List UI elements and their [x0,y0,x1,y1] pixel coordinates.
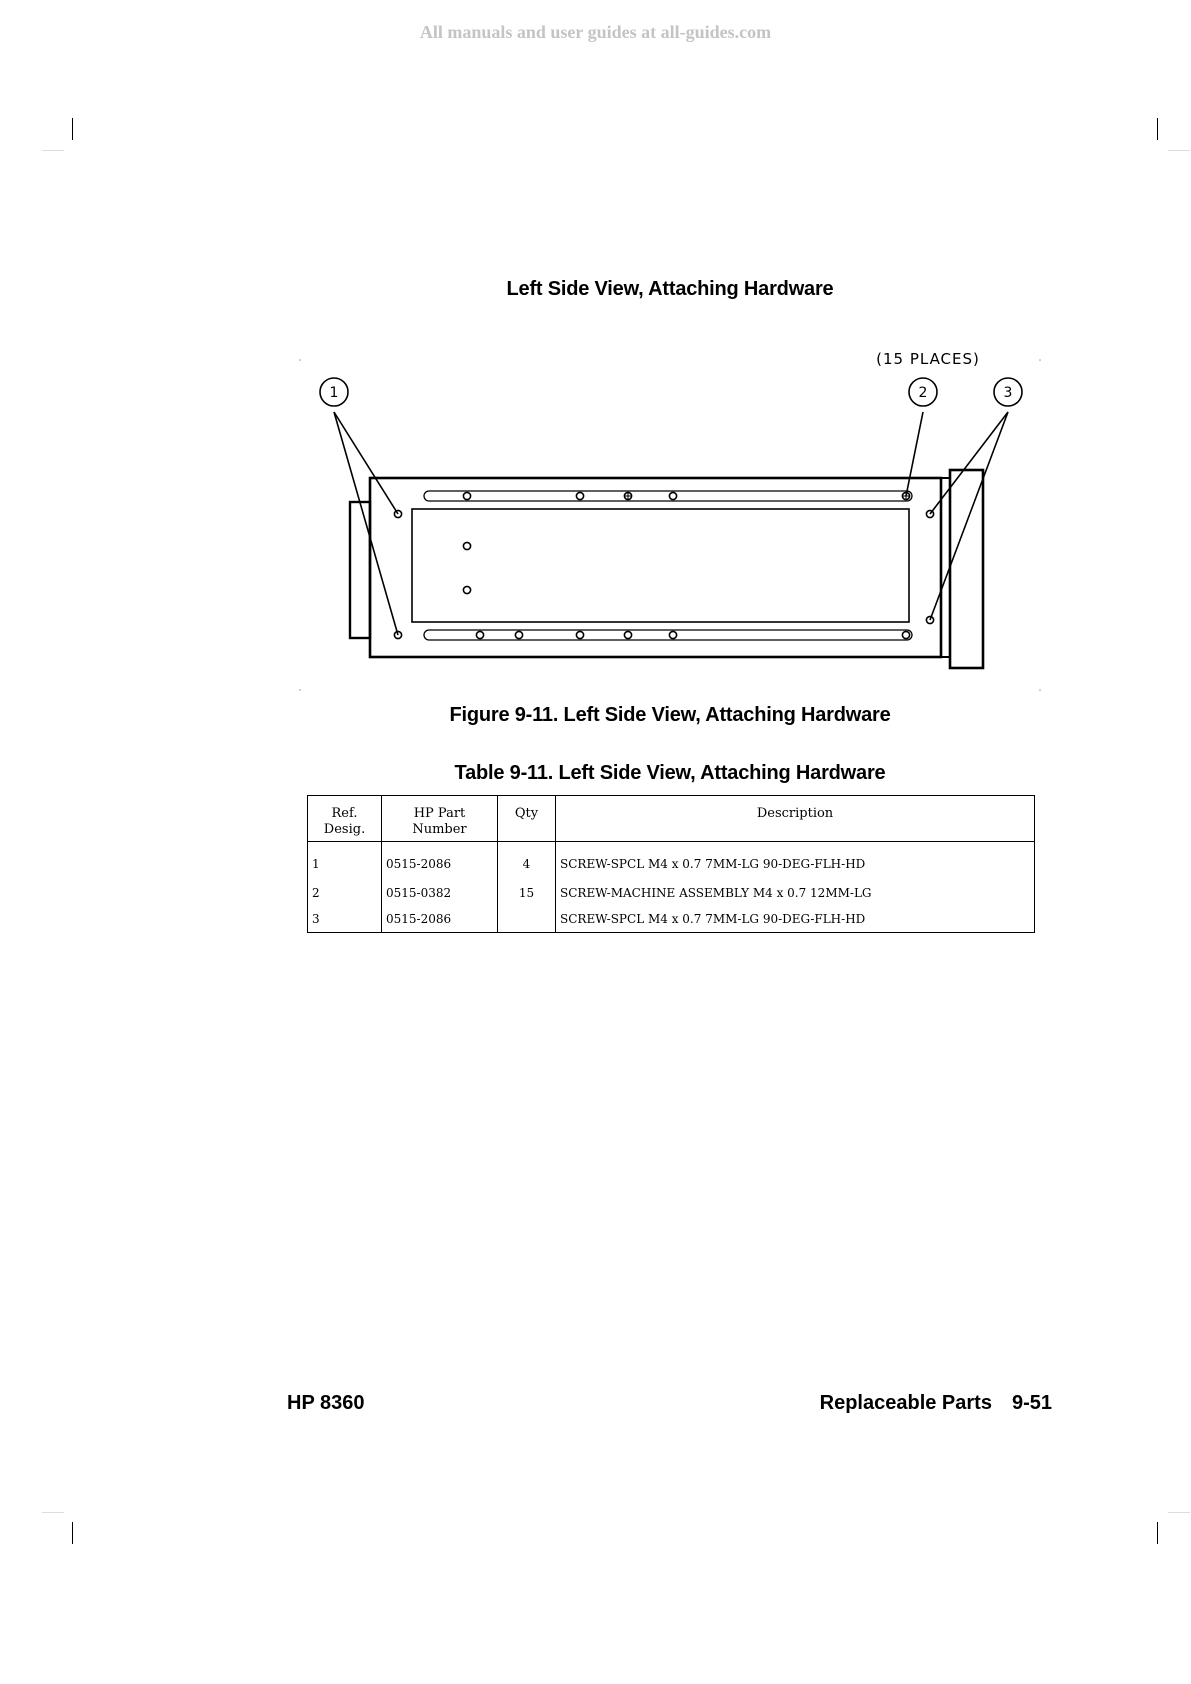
watermark: All manuals and user guides at all-guides.com [419,22,772,42]
screw-hole [669,631,676,638]
cell-desc: SCREW-SPCL M4 x 0.7 7MM-LG 90-DEG-FLH-HD [556,906,1035,933]
crop-mark-bottom-right [1157,1522,1158,1544]
screw-hole [902,631,909,638]
crop-mark-top-left [72,118,73,140]
table-header-row [308,796,1035,842]
cell-qty [498,906,556,933]
page-heading: Left Side View, Attaching Hardware [506,278,834,300]
screw-hole [463,542,470,549]
top-rail [424,491,912,501]
crop-mark-bottom-left [72,1522,73,1544]
bottom-rail [424,630,912,640]
table-row [308,906,1035,933]
cell-ref: 2 [308,880,382,906]
front-frame [350,502,370,638]
footer-model: HP 8360 [287,1392,365,1414]
table-row [308,880,1035,906]
cell-ref: 3 [308,906,382,933]
left-side-view-figure [290,350,1050,700]
table-row [308,842,1035,881]
footer-section [820,1392,1052,1415]
screw-hole [463,492,470,499]
screw-hole [515,631,522,638]
cell-desc: SCREW-MACHINE ASSEMBLY M4 x 0.7 12MM-LG [556,880,1035,906]
screw-hole [576,492,583,499]
screw-hole [576,631,583,638]
crop-mark-top-right [1157,118,1158,140]
callout-3-label: 3 [1003,385,1013,401]
footer-page-number: 9-51 [1011,1392,1052,1414]
cell-part: 0515-2086 [382,842,498,881]
cell-desc: SCREW-SPCL M4 x 0.7 7MM-LG 90-DEG-FLH-HD [556,842,1035,881]
callout-2-label: 2 [918,385,928,401]
cell-qty: 4 [498,842,556,881]
parts-table [307,795,1035,933]
cell-part: 0515-0382 [382,880,498,906]
header-qty: Qty [498,796,556,842]
screw-hole [669,492,676,499]
header-ref-desig: Ref. Desig. [308,796,382,842]
callout-1-label: 1 [329,385,339,401]
screw-hole [624,631,631,638]
crop-mark-top-right-h [1168,150,1190,151]
crop-mark-bottom-left-h [42,1512,64,1513]
callout-note: (15 PLACES) [876,350,980,368]
inner-panel [412,509,909,622]
crop-mark-bottom-right-h [1168,1512,1190,1513]
header-description: Description [556,796,1035,842]
screw-hole [476,631,483,638]
cell-part: 0515-2086 [382,906,498,933]
header-hp-part-number: HP Part Number [382,796,498,842]
rear-bracket [950,470,983,668]
table-caption: Table 9-11. Left Side View, Attaching Hardware [454,762,886,784]
cell-qty: 15 [498,880,556,906]
footer-section-title: Replaceable Parts [819,1392,992,1414]
screw-hole [463,586,470,593]
figure-caption: Figure 9-11. Left Side View, Attaching Hardware [449,704,891,726]
crop-mark-top-left-h [42,150,64,151]
cell-ref: 1 [308,842,382,881]
